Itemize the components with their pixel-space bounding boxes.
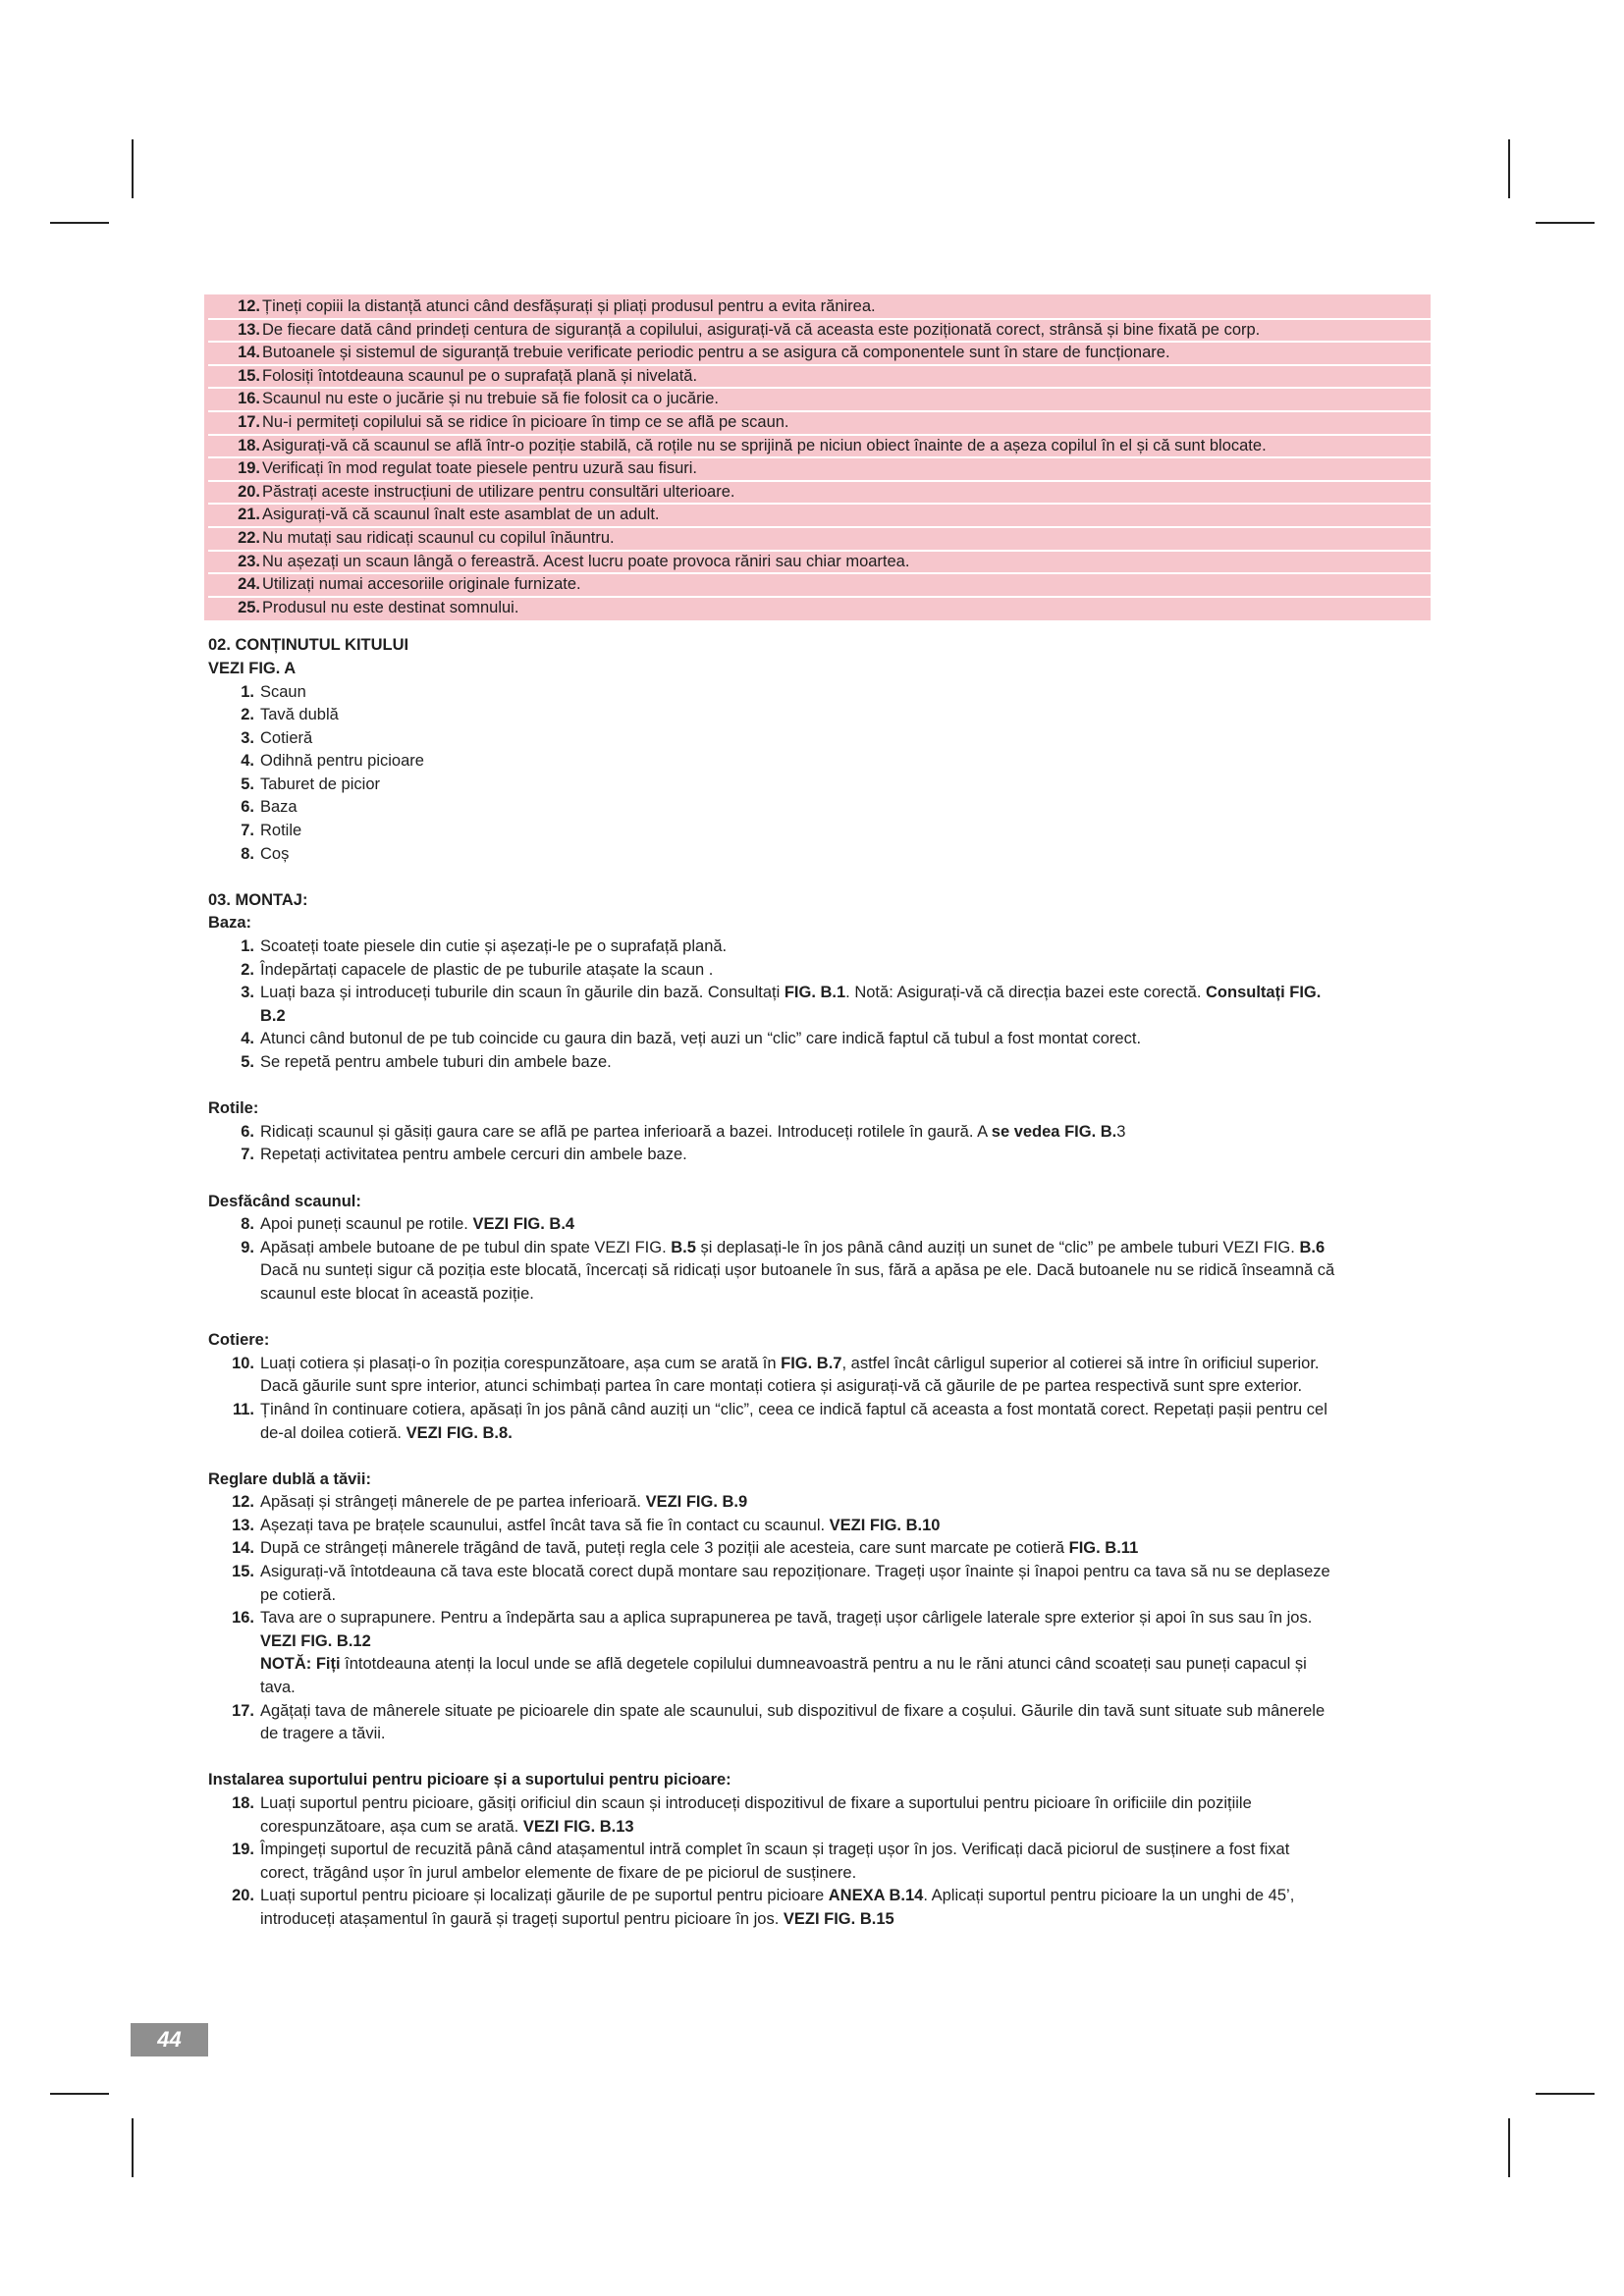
safety-item <box>208 434 1431 457</box>
kit-item <box>208 750 1431 774</box>
safety-item <box>208 387 1431 410</box>
tava-steps <box>208 1491 1431 1746</box>
figure-ref: FIG. B.11 <box>1068 1539 1139 1558</box>
step-text: introduceți atașamentul în gaură și trageți suportul pentru picioare în jos. <box>260 1909 784 1928</box>
step-text: scaunul este blocat în această poziție. <box>260 1284 534 1303</box>
step <box>208 1213 1431 1237</box>
item-number: 12. <box>238 297 260 315</box>
figure-ref: FIG. B.1 <box>784 984 846 1002</box>
step <box>208 1839 1431 1862</box>
step-number: 15. <box>232 1563 254 1581</box>
kit-item <box>208 681 1431 705</box>
step-number: 3. <box>241 984 254 1002</box>
step-text: 3 <box>1116 1122 1126 1141</box>
step <box>208 1121 1431 1145</box>
step-text: de-al doilea cotieră. <box>260 1423 406 1442</box>
step-continuation <box>208 1005 1431 1029</box>
figure-ref: VEZI FIG. B.15 <box>783 1909 894 1928</box>
kit-item <box>208 704 1431 727</box>
item-text: De fiecare dată când prindeți centura de siguranță a copilului, asigurați-vă că aceasta este poziționată corect, strânsă și bine fixată pe corp. <box>262 320 1261 339</box>
kit-item <box>208 727 1431 751</box>
step-continuation <box>208 1630 1431 1654</box>
figure-ref: VEZI FIG. B.4 <box>472 1215 575 1234</box>
item-text: Odihnă pentru picioare <box>260 752 424 771</box>
item-text: Taburet de picior <box>260 774 380 793</box>
step-number: 7. <box>241 1146 254 1164</box>
step-text: Apăsați ambele butoane de pe tubul din spate VEZI FIG. <box>260 1238 672 1256</box>
step-continuation <box>208 1375 1431 1399</box>
step <box>208 1885 1431 1908</box>
item-number: 15. <box>238 366 260 385</box>
kit-item <box>208 774 1431 797</box>
item-number: 1. <box>241 682 254 701</box>
step-text: pe cotieră. <box>260 1585 337 1604</box>
figure-ref: VEZI FIG. B.13 <box>522 1817 634 1836</box>
step-text: , astfel încât cârligul superior al cotierei să intre în orificiul superior. <box>841 1354 1320 1372</box>
step-text: Apoi puneți scaunul pe rotile. <box>260 1215 473 1234</box>
step-text: Așezați tava pe brațele scaunului, astfel încât tava să fie în contact cu scaunul. <box>260 1516 830 1534</box>
step-continuation <box>208 1816 1431 1840</box>
step-number: 16. <box>232 1609 254 1628</box>
item-number: 5. <box>241 774 254 793</box>
figure-ref: VEZI FIG. B.8. <box>406 1423 513 1442</box>
step <box>208 1399 1431 1422</box>
item-text: Asigurați-vă că scaunul înalt este asamblat de un adult. <box>262 506 660 524</box>
item-text: Nu așezați un scaun lângă o fereastră. Acest lucru poate provoca răniri sau chiar moartea. <box>262 552 910 570</box>
step <box>208 1051 1431 1075</box>
figure-ref: ANEXA B.14 <box>828 1887 924 1905</box>
cotiere-steps <box>208 1353 1431 1445</box>
item-number: 24. <box>238 575 260 594</box>
step-number: 6. <box>241 1122 254 1141</box>
suport-steps <box>208 1792 1431 1932</box>
step-number: 10. <box>232 1354 254 1372</box>
step <box>208 1792 1431 1816</box>
kit-figure-ref: VEZI FIG. A <box>208 659 297 677</box>
item-number: 21. <box>238 506 260 524</box>
step-number: 20. <box>232 1887 254 1905</box>
figure-ref: Consultați FIG. <box>1206 984 1322 1002</box>
item-text: Scaunul nu este o jucărie și nu trebuie să fie folosit ca o jucărie. <box>262 390 720 408</box>
item-text: Tavă dublă <box>260 706 339 724</box>
item-number: 14. <box>238 344 260 362</box>
safety-item <box>208 456 1431 480</box>
step <box>208 1491 1431 1515</box>
rotile-heading: Rotile: <box>208 1099 259 1118</box>
item-number: 17. <box>238 412 260 431</box>
item-text: Folosiți întotdeauna scaunul pe o suprafață plană și nivelată. <box>262 366 698 385</box>
safety-item <box>208 596 1431 619</box>
tava-heading: Reglare dublă a tăvii: <box>208 1469 371 1488</box>
step-number: 12. <box>232 1493 254 1512</box>
step-continuation <box>208 1259 1431 1283</box>
baza-steps <box>208 935 1431 1075</box>
step-text: Ținând în continuare cotiera, apăsați în jos până când auziți un “clic”, ceea ce indică faptul că aceasta a fost montată corect. Repetați pașii pentru cel <box>260 1400 1327 1418</box>
item-text: Utilizați numai accesoriile originale furnizate. <box>262 575 581 594</box>
item-number: 2. <box>241 706 254 724</box>
step <box>208 935 1431 959</box>
step-continuation <box>208 1653 1431 1677</box>
baza-heading: Baza: <box>208 914 252 933</box>
item-number: 23. <box>238 552 260 570</box>
item-number: 22. <box>238 528 260 547</box>
item-number: 25. <box>238 598 260 616</box>
safety-item <box>208 526 1431 550</box>
suport-heading: Instalarea suportului pentru picioare și a suportului pentru picioare: <box>208 1771 731 1789</box>
step-text: Dacă găurile sunt spre interior, atunci schimbați partea în care montați cotiera și asigurați-vă că găurile de pe partea respectivă sunt spre exterior. <box>260 1377 1303 1396</box>
step <box>208 1515 1431 1538</box>
step-text: După ce strângeți mânerele trăgând de tavă, puteți regla cele 3 poziții ale acesteia, care sunt marcate pe cotieră <box>260 1539 1069 1558</box>
note-text: Fiți <box>315 1655 346 1674</box>
figure-ref: VEZI FIG. B.12 <box>260 1631 371 1650</box>
safety-item <box>208 572 1431 596</box>
step <box>208 1237 1431 1260</box>
step-text: corespunzătoare, așa cum se arată. <box>260 1817 523 1836</box>
step-number: 1. <box>241 937 254 956</box>
step-number: 13. <box>232 1516 254 1534</box>
item-text: Asigurați-vă că scaunul se află într-o poziție stabilă, că roțile nu se sprijină pe niciun obiect înainte de a așeza copilul în el și că sunt blocate. <box>262 436 1267 454</box>
kit-item <box>208 843 1431 867</box>
step <box>208 982 1431 1005</box>
item-text: Verificați în mod regulat toate piesele pentru uzură sau fisuri. <box>262 459 697 478</box>
crop-mark <box>50 2093 109 2095</box>
step-text: Luați suportul pentru picioare și localizați găurile de pe suportul pentru picioare <box>260 1887 829 1905</box>
step-text: Atunci când butonul de pe tub coincide cu gaura din bază, veți auzi un “clic” care indică faptul că tubul a fost montat corect. <box>260 1030 1142 1048</box>
item-number: 8. <box>241 844 254 863</box>
crop-mark <box>1536 2093 1595 2095</box>
step <box>208 1353 1431 1376</box>
item-text: Nu mutați sau ridicați scaunul cu copilul înăuntru. <box>262 528 615 547</box>
figure-ref: B.5 <box>671 1238 696 1256</box>
step-text: Ridicați scaunul și găsiți gaura care se află pe partea inferioară a bazei. Introduceți rotilele în gaură. A <box>260 1122 992 1141</box>
step-continuation <box>208 1422 1431 1446</box>
item-text: Cotieră <box>260 728 313 747</box>
step-text: Îndepărtați capacele de plastic de pe tuburile atașate la scaun . <box>260 960 714 979</box>
step-text: Luați cotiera și plasați-o în poziția corespunzătoare, așa cum se arată în <box>260 1354 782 1372</box>
step-text: și deplasați-le în jos până când auziți un sunet de “clic” pe ambele tuburi VEZI FIG. <box>695 1238 1300 1256</box>
item-number: 13. <box>238 320 260 339</box>
step <box>208 1700 1431 1724</box>
step-number: 19. <box>232 1841 254 1859</box>
item-text: Butoanele și sistemul de siguranță trebuie verificate periodic pentru a se asigura că componentele sunt în stare de funcționare. <box>262 344 1170 362</box>
item-text: Coș <box>260 844 290 863</box>
rotile-steps <box>208 1121 1431 1167</box>
item-text: Nu-i permiteți copilului să se ridice în picioare în timp ce se află pe scaun. <box>262 412 789 431</box>
step <box>208 1561 1431 1584</box>
kit-item <box>208 820 1431 843</box>
step-number: 9. <box>241 1238 254 1256</box>
desfacand-steps <box>208 1213 1431 1306</box>
step-text: Tava are o suprapunere. Pentru a îndepărta sau a aplica suprapunerea pe tavă, trageți ușor cârligele laterale spre exterior și apoi în sus sau în jos. <box>260 1609 1313 1628</box>
safety-item <box>208 410 1431 434</box>
crop-mark <box>1508 139 1510 198</box>
step-text: Împingeți suportul de recuzită până când atașamentul intră complet în scaun și trageți ușor în jos. Verificați dacă piciorul de susținere a fost fixat <box>260 1841 1290 1859</box>
safety-item <box>208 296 1431 318</box>
step-text: . Notă: Asigurați-vă că direcția bazei este corectă. <box>845 984 1207 1002</box>
step-number: 5. <box>241 1053 254 1071</box>
safety-item <box>208 318 1431 342</box>
step-number: 11. <box>232 1400 254 1418</box>
step-text: corect, trăgând ușor în jurul ambelor elemente de fixare de pe piciorul de susținere. <box>260 1863 857 1882</box>
step-text: Se repetă pentru ambele tuburi din ambele baze. <box>260 1053 612 1071</box>
cotiere-heading: Cotiere: <box>208 1331 270 1350</box>
montaj-section-title: 03. MONTAJ: <box>208 890 308 909</box>
item-text: Scaun <box>260 682 306 701</box>
step-continuation <box>208 1862 1431 1886</box>
step-number: 17. <box>232 1701 254 1720</box>
figure-ref: B.2 <box>260 1006 286 1025</box>
step <box>208 959 1431 983</box>
step-continuation <box>208 1908 1431 1932</box>
crop-mark <box>1536 222 1595 224</box>
kit-item <box>208 796 1431 820</box>
step-continuation <box>208 1283 1431 1307</box>
figure-ref: VEZI FIG. B.9 <box>645 1493 748 1512</box>
safety-item <box>208 550 1431 573</box>
note-text: tava. <box>260 1679 296 1697</box>
desfacand-heading: Desfăcând scaunul: <box>208 1192 361 1210</box>
item-number: 4. <box>241 752 254 771</box>
item-text: Păstrați aceste instrucțiuni de utilizare pentru consultări ulterioare. <box>262 482 735 501</box>
step-number: 18. <box>232 1794 254 1812</box>
step-continuation <box>208 1677 1431 1700</box>
step-text: Scoateți toate piesele din cutie și așezați-le pe o suprafață plană. <box>260 937 728 956</box>
step <box>208 1537 1431 1561</box>
step-continuation <box>208 1584 1431 1608</box>
safety-item <box>208 503 1431 526</box>
step-number: 14. <box>232 1539 254 1558</box>
figure-ref: VEZI FIG. B.10 <box>829 1516 941 1534</box>
kit-contents-list <box>208 681 1431 867</box>
step-number: 8. <box>241 1215 254 1234</box>
step-text: Asigurați-vă întotdeauna că tava este blocată corect după montare sau repoziționare. Trageți ușor înainte și înapoi pentru ca tava să nu se deplaseze <box>260 1563 1330 1581</box>
item-number: 19. <box>238 459 260 478</box>
item-number: 6. <box>241 798 254 817</box>
step-text: Luați baza și introduceți tuburile din scaun în găurile din bază. Consultați <box>260 984 785 1002</box>
step-number: 4. <box>241 1030 254 1048</box>
item-number: 16. <box>238 390 260 408</box>
safety-warnings-list <box>204 294 1431 620</box>
crop-mark <box>132 2118 134 2177</box>
crop-mark <box>1508 2118 1510 2177</box>
safety-item <box>208 364 1431 388</box>
item-text: Baza <box>260 798 298 817</box>
figure-ref: se vedea FIG. B. <box>991 1122 1117 1141</box>
step-text: Luați suportul pentru picioare, găsiți orificiul din scaun și introduceți dispozitivul de fixare a suportului pentru picioare în orificiile din pozițiile <box>260 1794 1252 1812</box>
step <box>208 1028 1431 1051</box>
item-number: 7. <box>241 822 254 840</box>
safety-item <box>208 480 1431 504</box>
item-text: Rotile <box>260 822 302 840</box>
item-number: 3. <box>241 728 254 747</box>
figure-ref: FIG. B.7 <box>781 1354 842 1372</box>
page-number: 44 <box>131 2023 208 2056</box>
item-text: Produsul nu este destinat somnului. <box>262 598 519 616</box>
note-label: NOTĂ: <box>260 1655 316 1674</box>
step-text: de tragere a tăvii. <box>260 1725 386 1743</box>
step <box>208 1607 1431 1630</box>
item-number: 18. <box>238 436 260 454</box>
step-text: . Aplicați suportul pentru picioare la un unghi de 45’, <box>923 1887 1295 1905</box>
note-text: întotdeauna atenți la locul unde se află degetele copilului dumneavoastră pentru a nu le răni atunci când scoateți sau puneți capacul și <box>345 1655 1307 1674</box>
crop-mark <box>50 222 109 224</box>
figure-ref: B.6 <box>1299 1238 1326 1256</box>
step-number: 2. <box>241 960 254 979</box>
item-text: Țineți copiii la distanță atunci când desfășurați și pliați produsul pentru a evita rănirea. <box>262 297 876 315</box>
step <box>208 1144 1431 1167</box>
step-text: Agățați tava de mânerele situate pe picioarele din spate ale scaunului, sub dispozitivul de fixare a coșului. Găurile din tavă sunt situate sub mânerele <box>260 1701 1326 1720</box>
page-content <box>208 294 1431 1932</box>
item-number: 20. <box>238 482 260 501</box>
safety-item <box>208 341 1431 364</box>
step-continuation <box>208 1723 1431 1746</box>
step-text: Dacă nu sunteți sigur că poziția este blocată, încercați să ridicați ușor butoanele în sus, fără a apăsa pe ele. Dacă butoanele nu se ridică înseamnă că <box>260 1261 1335 1280</box>
step-text: Apăsați și strângeți mânerele de pe partea inferioară. <box>260 1493 646 1512</box>
crop-mark <box>132 139 134 198</box>
step-text: Repetați activitatea pentru ambele cercuri din ambele baze. <box>260 1146 687 1164</box>
kit-section-title: 02. CONȚINUTUL KITULUI <box>208 636 409 655</box>
